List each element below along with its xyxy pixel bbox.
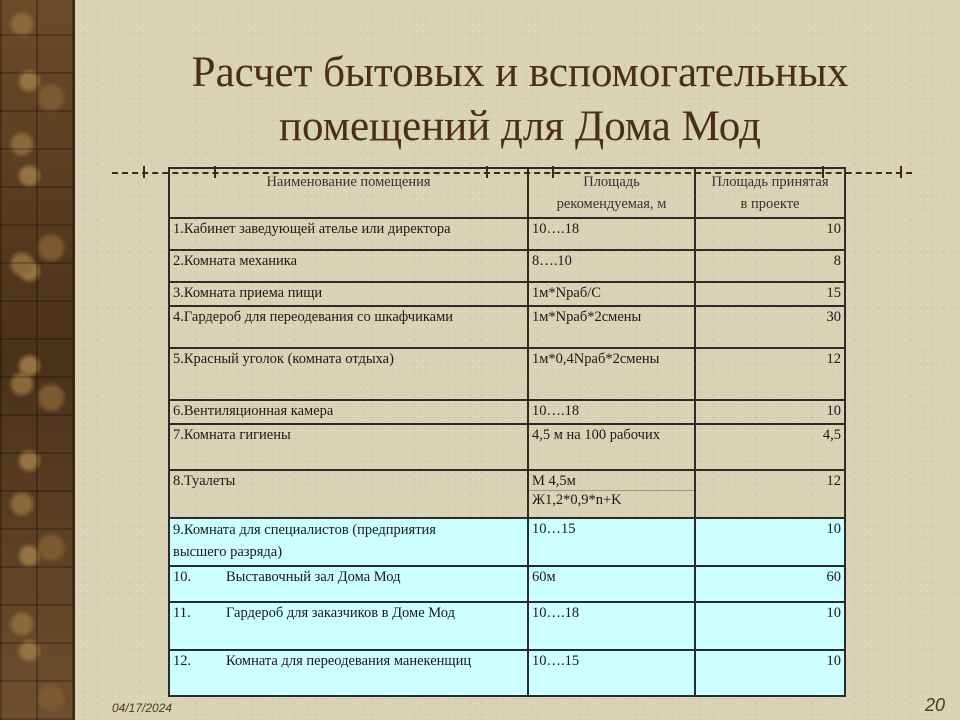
accepted-area: 12 [695,348,845,400]
table-row [169,400,845,424]
accepted-area: 10 [695,400,845,424]
room-number: 10. [173,569,192,585]
table-row [169,470,845,518]
recommended-area: 10….18 [528,400,695,424]
room-number: 12. [173,653,192,669]
room-name: 9.Комната для специалистов (предприятия высшего разряда) [169,518,528,566]
header-recommended-area: Площадь рекомендуемая, м [528,168,695,218]
recommended-area: 10….18 [528,218,695,250]
room-name: 12. Комната для переодевания манекенщиц [169,650,528,696]
table-row [169,602,845,650]
accepted-area: 10 [695,518,845,566]
accepted-area: 10 [695,602,845,650]
recommended-area: 1м*0,4Nраб*2смены [528,348,695,400]
recommended-area: 8….10 [528,250,695,282]
room-name: 6.Вентиляционная камера [169,400,528,424]
accepted-area: 30 [695,306,845,348]
table-row [169,282,845,306]
divider-mark [900,166,902,178]
room-name: 8.Туалеты [169,470,528,518]
decorative-side-strip [0,0,75,720]
recommended-area [528,470,695,518]
room-name: 3.Комната приема пищи [169,282,528,306]
room-name: 1.Кабинет заведующей ателье или директора [169,218,528,250]
header-room-name: Наименование помещения [169,168,528,218]
header-accepted-area: Площадь принятая в проекте [695,168,845,218]
accepted-area: 10 [695,650,845,696]
recommended-area-male: М 4,5м [529,473,694,491]
slide-title-line1: Расчет бытовых и вспомогательных [191,49,849,96]
room-name: 11. Гардероб для заказчиков в Доме Мод [169,602,528,650]
accepted-area: 8 [695,250,845,282]
room-name: 2.Комната механика [169,250,528,282]
accepted-area: 12 [695,470,845,518]
table-header-row [169,168,845,218]
room-name: 10. Выставочный зал Дома Мод [169,566,528,602]
recommended-area-female: Ж1,2*0,9*n+K [532,492,622,508]
rooms-table [168,167,846,697]
table-row [169,348,845,400]
accepted-area: 60 [695,566,845,602]
room-name: 4.Гардероб для переодевания со шкафчиками [169,306,528,348]
slide-date: 04/17/2024 [112,701,173,715]
room-name: 5.Красный уголок (комната отдыха) [169,348,528,400]
recommended-area: 1м*Nраб/С [528,282,695,306]
table-row [169,250,845,282]
accepted-area: 4,5 [695,424,845,470]
accepted-area: 10 [695,218,845,250]
recommended-area: 10….15 [528,650,695,696]
room-number: 11. [173,605,191,621]
table-row [169,424,845,470]
recommended-area: 4,5 м на 100 рабочих [528,424,695,470]
slide-title [120,46,920,154]
slide-title-line2: помещений для Дома Мод [279,103,761,150]
recommended-area: 60м [528,566,695,602]
accepted-area: 15 [695,282,845,306]
recommended-area: 1м*Nраб*2смены [528,306,695,348]
room-name: 7.Комната гигиены [169,424,528,470]
table-row [169,306,845,348]
slide-page-number: 20 [925,695,946,715]
divider-mark [143,166,145,178]
table-row [169,650,845,696]
recommended-area: 10…15 [528,518,695,566]
table-row [169,566,845,602]
table-row [169,518,845,566]
recommended-area: 10….18 [528,602,695,650]
table-row [169,218,845,250]
